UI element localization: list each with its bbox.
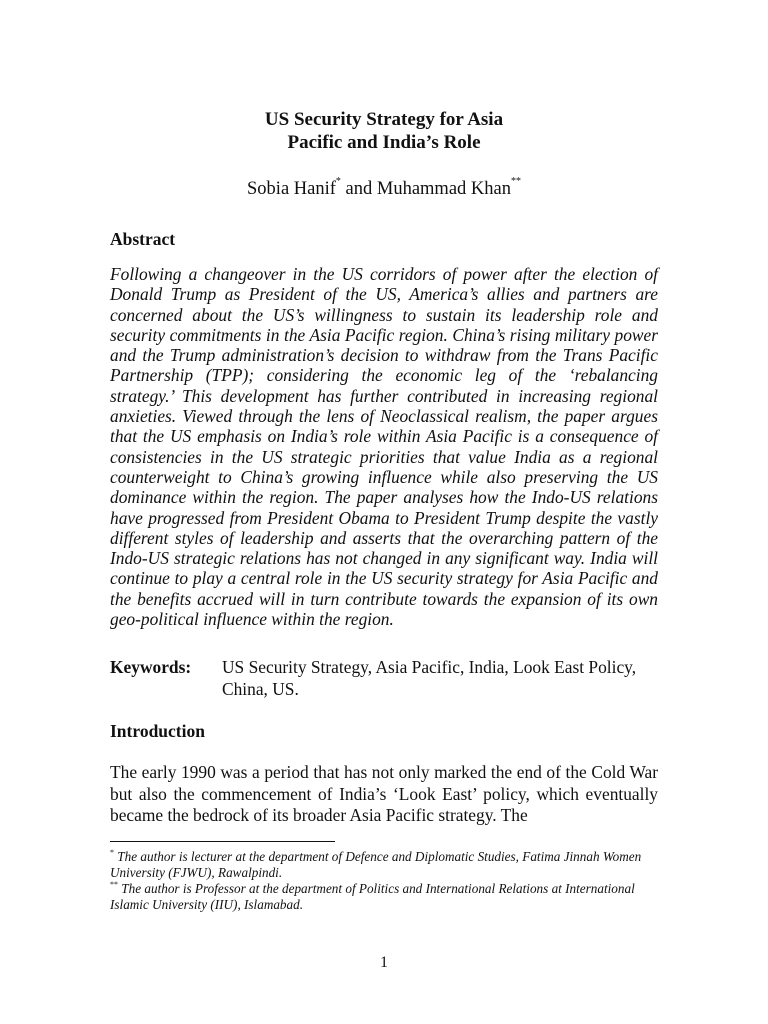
introduction-heading: Introduction [110, 721, 205, 741]
footnotes [110, 849, 658, 913]
title-line-1: US Security Strategy for Asia [264, 109, 504, 130]
paper-title [0, 108, 768, 154]
footnote-1 [110, 849, 658, 881]
author-1-footnote-mark: * [335, 176, 341, 187]
author-2-name: Muhammad Khan [376, 179, 511, 199]
footnote-1-mark: * [110, 848, 114, 857]
author-separator: and [340, 179, 377, 199]
footnote-2-mark: ** [110, 880, 118, 889]
keywords-text: US Security Strategy, Asia Pacific, India, Look East Policy, China, US. [222, 657, 637, 699]
keywords-label: Keywords: [110, 657, 192, 677]
page-number: 1 [380, 954, 388, 971]
footnote-1-text: The author is lecturer at the department of Defence and Diplomatic Studies, Fatima Jinnah Women University (FJWU), Rawalpindi. [110, 849, 642, 880]
introduction-text: The early 1990 was a period that has not only marked the end of the Cold War but also the commencement of India’s ‘Look East’ policy, which eventually became the bedrock of its broader Asia Pacific strategy. The [110, 762, 658, 825]
footnote-2 [110, 881, 658, 913]
abstract-heading: Abstract [110, 229, 176, 249]
author-2-footnote-mark: ** [510, 176, 521, 187]
title-line-2: Pacific and India’s Role [287, 132, 481, 153]
footnote-2-text: The author is Professor at the department of Politics and International Relations at International Islamic University (IIU), Islamabad. [110, 881, 635, 912]
author-1-name: Sobia Hanif [247, 179, 336, 199]
author-line [0, 178, 768, 200]
abstract-text: Following a changeover in the US corridors of power after the election of Donald Trump as President of the US, America’s allies and partners are concerned about the US’s willingness to sustain its leadership role and security commitments in the Asia Pacific region. China’s rising military power and the Trump administration’s decision to withdraw from the Trans Pacific Partnership (TPP); considering the economic leg of the ‘rebalancing strategy.’ This development has further contributed in increasing regional anxieties. Viewed through the lens of Neoclassical realism, the paper argues that the US emphasis on India’s role within Asia Pacific is a consequence of consistencies in the US strategic priorities that value India as a regional counterweight to China’s growing influence while also preserving the US dominance within the region. The paper analyses how the Indo-US relations have progressed from President Obama to President Trump despite the vastly different styles of leadership and asserts that the overarching pattern of the Indo-US strategic relations has not changed in any significant way. India will continue to play a central role in the US security strategy for Asia Pacific and the benefits accrued will in turn contribute towards the expansion of its own geo-political influence within the region. [110, 264, 658, 630]
footnote-separator [110, 841, 335, 842]
